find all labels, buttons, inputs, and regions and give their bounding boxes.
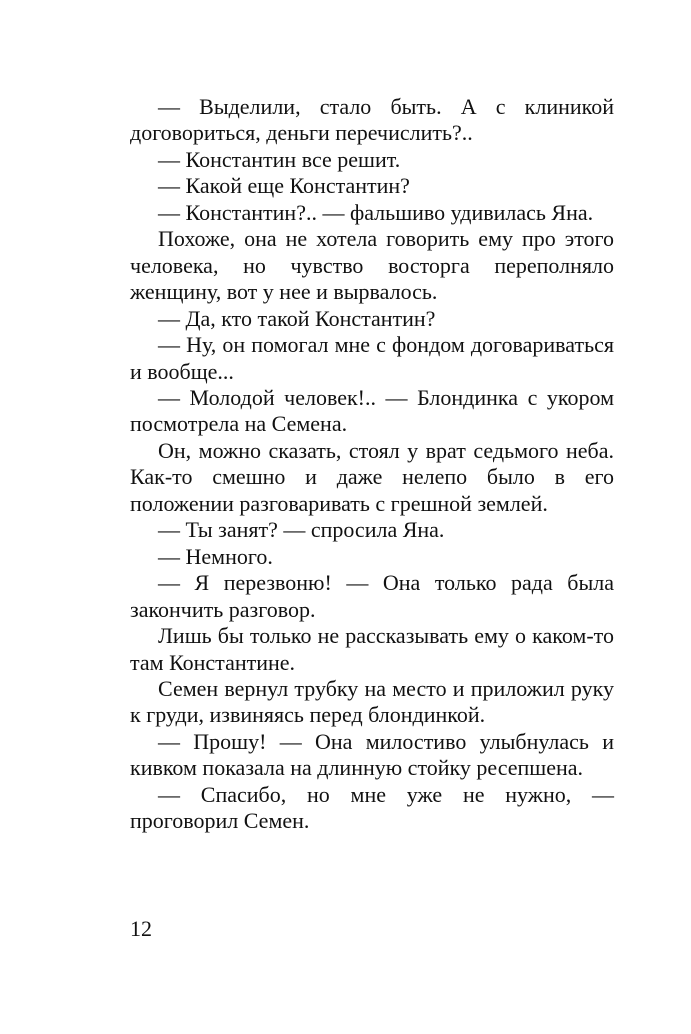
paragraph-8: — Молодой человек!.. — Блондинка с укором посмотрела на Семена.: [130, 384, 614, 437]
paragraph-3: — Какой еще Константин?: [158, 173, 410, 199]
paragraph-7: — Ну, он помогал мне с фондом договариваться и вообще...: [130, 332, 614, 384]
paragraph-10: — Ты занят? — спросила Яна.: [158, 517, 445, 543]
paragraph-11: — Немного.: [158, 543, 273, 569]
paragraph-16: — Спасибо, но мне уже не нужно, — проговорил Семен.: [130, 781, 614, 834]
paragraph-6: — Да, кто такой Константин?: [158, 305, 436, 331]
body-text: [130, 94, 614, 835]
paragraph-12: — Я перезвоню! — Она только рада была закончить разговор.: [130, 570, 614, 622]
paragraph-15: — Прошу! — Она милостиво улыбнулась и кивком показала на длинную стойку ресепшена.: [130, 728, 614, 781]
paragraph-5: Похоже, она не хотела говорить ему про этого человека, но чувство восторга переполняло женщину, вот у нее и вырвалось.: [130, 226, 614, 305]
paragraph-9: Он, можно сказать, стоял у врат седьмого неба. Как-то смешно и даже нелепо было в его положении разговаривать с грешной землей.: [130, 437, 614, 516]
page-number: 12: [130, 916, 152, 941]
paragraph-13: Лишь бы только не рассказывать ему о каком-то там Константине.: [130, 623, 614, 675]
paragraph-2: — Константин все решит.: [158, 146, 401, 172]
paragraph-4: — Константин?.. — фальшиво удивилась Яна.: [158, 199, 594, 225]
paragraph-14: Семен вернул трубку на место и приложил руку к груди, извиняясь перед блондинкой.: [130, 675, 614, 728]
paragraph-1: — Выделили, стало быть. А с клиникой договориться, деньги перечислить?..: [130, 94, 614, 146]
